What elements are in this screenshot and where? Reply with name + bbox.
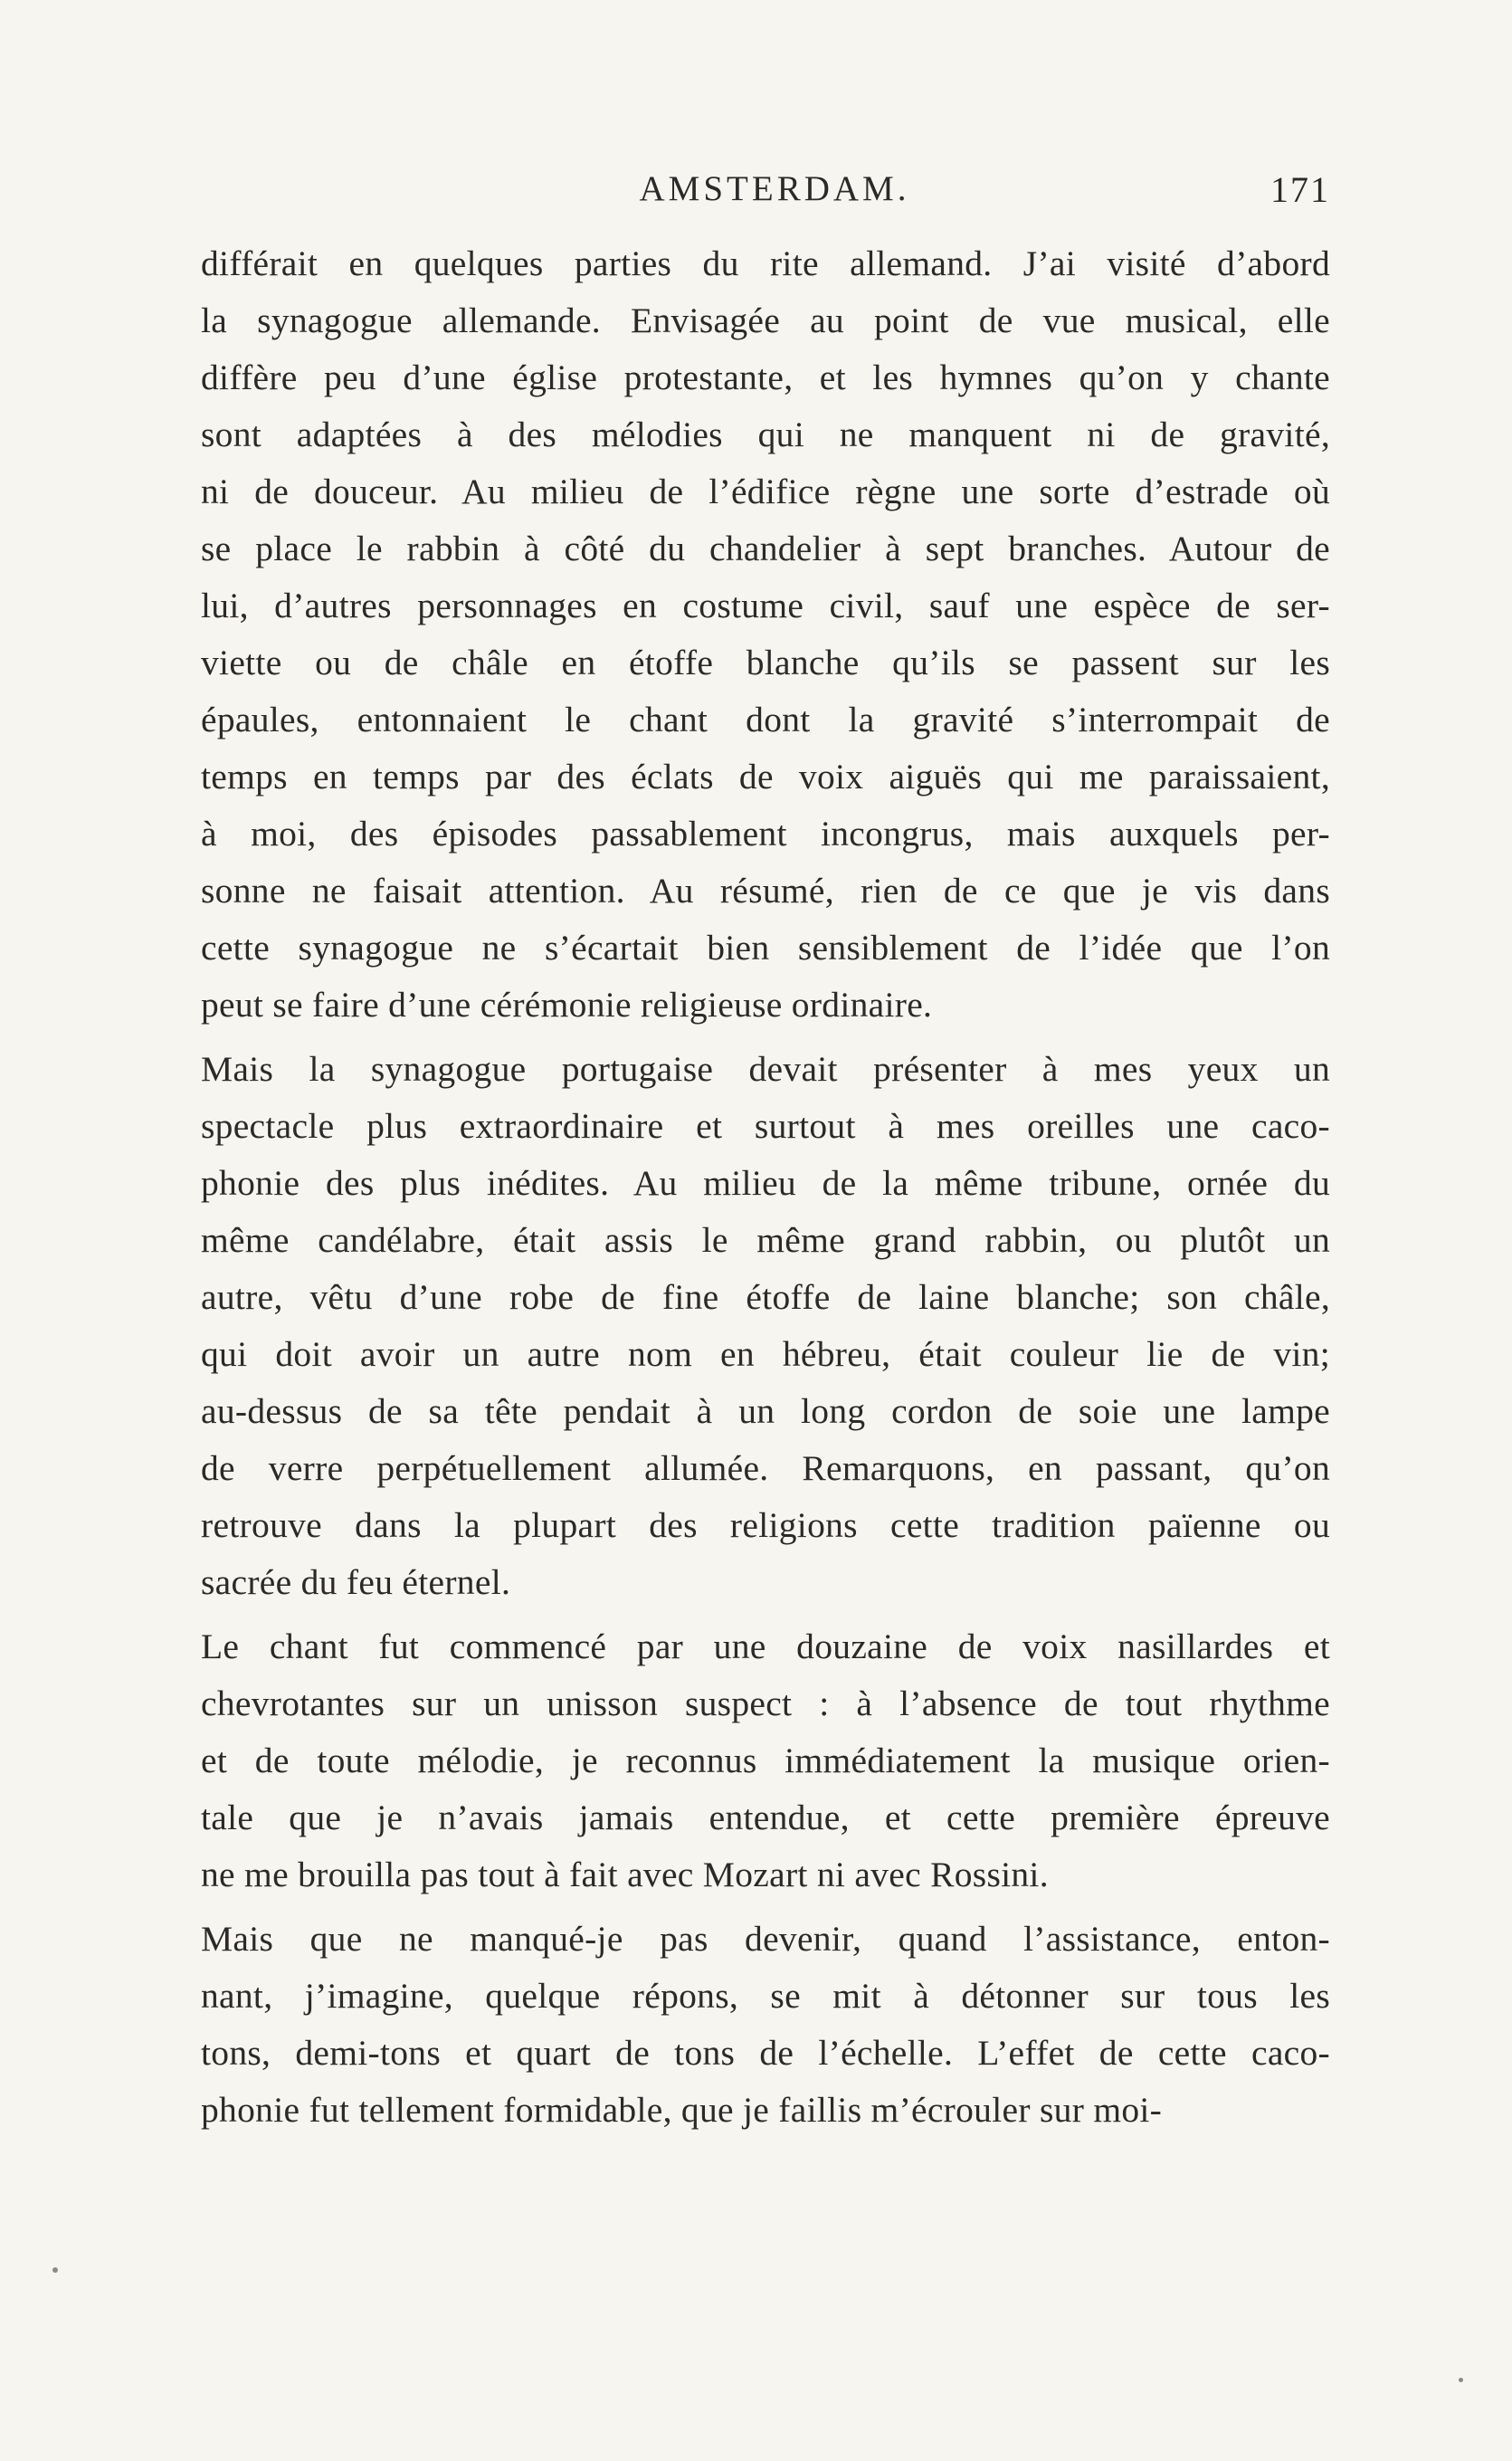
- text-line: chevrotantes sur un unisson suspect : à l’absence de tout rhythme: [201, 1684, 1330, 1723]
- paper-speck: [52, 2267, 58, 2273]
- page-number: 171: [1270, 169, 1330, 210]
- paragraph: [201, 1041, 1330, 1611]
- text-line: viette ou de châle en étoffe blanche qu’ils se passent sur les: [201, 643, 1330, 682]
- text-line: diffère peu d’une église protestante, et les hymnes qu’on y chante: [201, 358, 1330, 397]
- text-line: même candélabre, était assis le même grand rabbin, ou plutôt un: [201, 1220, 1330, 1260]
- text-line: Mais la synagogue portugaise devait présenter à mes yeux un: [201, 1049, 1330, 1089]
- text-line: ni de douceur. Au milieu de l’édifice règne une sorte d’estrade où: [201, 472, 1330, 511]
- text-line: à moi, des épisodes passablement incongrus, mais auxquels per-: [201, 814, 1330, 854]
- text-line: la synagogue allemande. Envisagée au point de vue musical, elle: [201, 300, 1330, 340]
- text-line: sonne ne faisait attention. Au résumé, rien de ce que je vis dans: [201, 871, 1330, 911]
- paragraph-gap: [201, 1611, 1330, 1618]
- text-line: lui, d’autres personnages en costume civil, sauf une espèce de ser-: [201, 586, 1330, 625]
- text-line: épaules, entonnaient le chant dont la gravité s’interrompait de: [201, 700, 1330, 739]
- text-line: tale que je n’avais jamais entendue, et cette première épreuve: [201, 1798, 1330, 1837]
- body-text: [201, 235, 1330, 2139]
- paragraph-gap: [201, 1903, 1330, 1911]
- paragraph: [201, 1618, 1330, 1903]
- text-line: peut se faire d’une cérémonie religieuse ordinaire.: [201, 985, 933, 1025]
- text-line: spectacle plus extraordinaire et surtout à mes oreilles une caco-: [201, 1106, 1330, 1146]
- paragraph-gap: [201, 1034, 1330, 1041]
- paragraph: [201, 235, 1330, 1034]
- text-line: différait en quelques parties du rite allemand. J’ai visité d’abord: [201, 243, 1330, 283]
- text-line: Mais que ne manqué-je pas devenir, quand l’assistance, enton-: [201, 1919, 1330, 1959]
- text-line: se place le rabbin à côté du chandelier à sept branches. Autour de: [201, 529, 1330, 568]
- text-line: au-dessus de sa tête pendait à un long cordon de soie une lampe: [201, 1391, 1330, 1431]
- text-line: phonie fut tellement formidable, que je faillis m’écrouler sur moi-: [201, 2090, 1163, 2130]
- text-line: qui doit avoir un autre nom en hébreu, était couleur lie de vin;: [201, 1334, 1330, 1374]
- text-line: et de toute mélodie, je reconnus immédiatement la musique orien-: [201, 1741, 1330, 1780]
- text-line: ne me brouilla pas tout à fait avec Mozart ni avec Rossini.: [201, 1855, 1049, 1894]
- text-line: de verre perpétuellement allumée. Remarquons, en passant, qu’on: [201, 1448, 1330, 1488]
- text-line: tons, demi-tons et quart de tons de l’échelle. L’effet de cette caco-: [201, 2033, 1330, 2073]
- text-line: sont adaptées à des mélodies qui ne manquent ni de gravité,: [201, 415, 1330, 454]
- text-line: temps en temps par des éclats de voix aiguës qui me paraissaient,: [201, 757, 1330, 796]
- text-line: cette synagogue ne s’écartait bien sensiblement de l’idée que l’on: [201, 928, 1330, 968]
- page-header: [201, 163, 1330, 217]
- text-line: autre, vêtu d’une robe de fine étoffe de laine blanche; son châle,: [201, 1277, 1330, 1317]
- text-line: phonie des plus inédites. Au milieu de la même tribune, ornée du: [201, 1163, 1330, 1203]
- text-line: nant, j’imagine, quelque répons, se mit à détonner sur tous les: [201, 1976, 1330, 2016]
- running-head: AMSTERDAM.: [639, 169, 910, 208]
- text-line: sacrée du feu éternel.: [201, 1562, 511, 1602]
- paragraph: [201, 1911, 1330, 2139]
- text-line: Le chant fut commencé par une douzaine de voix nasillardes et: [201, 1626, 1330, 1666]
- paper-speck: [1459, 2378, 1463, 2382]
- text-line: retrouve dans la plupart des religions cette tradition païenne ou: [201, 1505, 1330, 1545]
